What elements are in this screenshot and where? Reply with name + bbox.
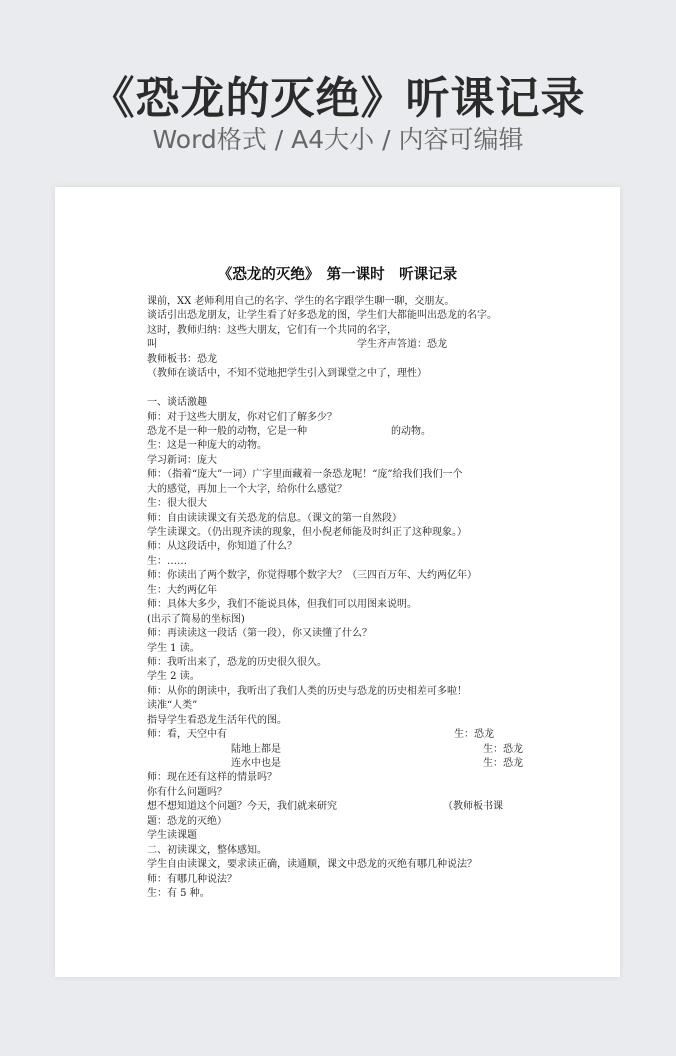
text-line [147,743,547,757]
text-line: 师：有哪几种说法？ [147,873,237,885]
text-line: 学生自由读课文，要求读正确，读通顺，课文中恐龙的灭绝有哪几种说法？ [147,859,477,871]
text-fragment: 想不想知道这个问题？今天，我们就来研究 [147,801,337,813]
text-line: 你有什么问题吗？ [147,786,227,798]
text-line: 师：再读读这一段话（第一段），你又读懂了什么？ [147,628,372,640]
text-line [147,757,547,771]
text-line: 师：我听出来了，恐龙的历史很久很久。 [147,656,327,668]
text-line [147,800,547,814]
text-line: 生：…… [147,555,187,567]
text-line: 学习新词：庞大 [147,454,217,466]
text-fragment: 生：恐龙 [483,758,523,769]
text-line [147,338,547,352]
text-line: 生：很大很大 [147,498,207,510]
text-line: 生：这是一种庞大的动物。 [147,440,267,452]
text-line: 师：现在还有这样的情景吗？ [147,772,277,784]
text-fragment: 恐龙不是一种一般的动物，它是一种 [147,425,307,437]
document-title: 《恐龙的灭绝》 第一课时 听课记录 [217,266,458,283]
text-fragment: 的动物。 [391,425,431,437]
text-fragment: 生：恐龙 [454,729,494,741]
document-body [147,295,547,901]
text-line: 题：恐龙的灭绝） [147,815,227,827]
banner-title: 《恐龙的灭绝》听课记录 [90,73,586,124]
text-fragment: 叫 [147,339,157,351]
text-fragment: 学生齐声答道：恐龙 [357,339,447,351]
text-line: 师：你读出了两个数字，你觉得哪个数字大？（三四百万年、大约两亿年） [147,570,477,582]
banner-subtitle: Word格式 / A4大小 / 内容可编辑 [152,125,524,154]
text-line: 学生读课文。（仍出现齐读的现象，但小倪老师能及时纠正了这种现象。） [147,527,467,538]
text-fragment: 生：恐龙 [483,743,523,755]
text-line: 学生 1 读。 [147,642,200,654]
text-line: （教师在谈话中，不知不觉地把学生引入到课堂之中了，理性） [147,368,427,380]
text-fragment: 师：看，天空中有 [147,729,227,741]
text-line: 生：有 5 种。 [147,887,210,899]
text-line: 生：大约两亿年 [147,584,217,596]
text-line: 这时，教师归纳：这些大朋友，它们有一个共同的名字， [147,324,397,336]
text-line: 教师板书：恐龙 [147,353,217,365]
text-line: 师：对于这些大朋友，你对它们了解多少？ [147,411,337,423]
text-line: 师：从你的朗读中，我听出了我们人类的历史与恐龙的历史相差可多啦！ [147,685,467,697]
text-line: 大的感觉，再加上一个大字，给你什么感觉？ [147,483,347,495]
text-line [147,728,547,742]
text-line: 师：（指着“庞大”一词）广字里面藏着一条恐龙呢！“庞”给我们我们一个 [147,469,463,481]
text-line: 读准“人类” [147,700,198,712]
text-line: 学生读课题 [147,830,197,842]
text-fragment: 陆地上都是 [231,743,281,755]
text-line: 学生 2 读。 [147,671,200,683]
text-line [147,425,547,439]
section-heading: 二、初读课文，整体感知。 [147,844,267,856]
text-line: 师：具体大多少，我们不能说具体，但我们可以用图来说明。 [147,599,417,611]
section-heading: 一、谈话激趣 [147,397,207,409]
text-line: (出示了简易的坐标图) [147,613,245,625]
text-line: 谈话引出恐龙朋友，让学生看了好多恐龙的图，学生们大都能叫出恐龙的名字。 [147,310,497,322]
text-line: 课前，XX 老师利用自己的名字、学生的名字跟学生聊一聊，交朋友。 [147,296,455,307]
text-line: 师：自由读读课文有关恐龙的信息。（课文的第一自然段） [147,512,402,524]
blank-line [147,382,547,396]
document-page [55,187,620,977]
text-fragment: 连水中也是 [231,758,281,769]
text-fragment: （教师板书课 [443,801,503,813]
text-line: 师：从这段话中，你知道了什么？ [147,541,297,553]
text-line: 指导学生看恐龙生活年代的图。 [147,714,287,726]
